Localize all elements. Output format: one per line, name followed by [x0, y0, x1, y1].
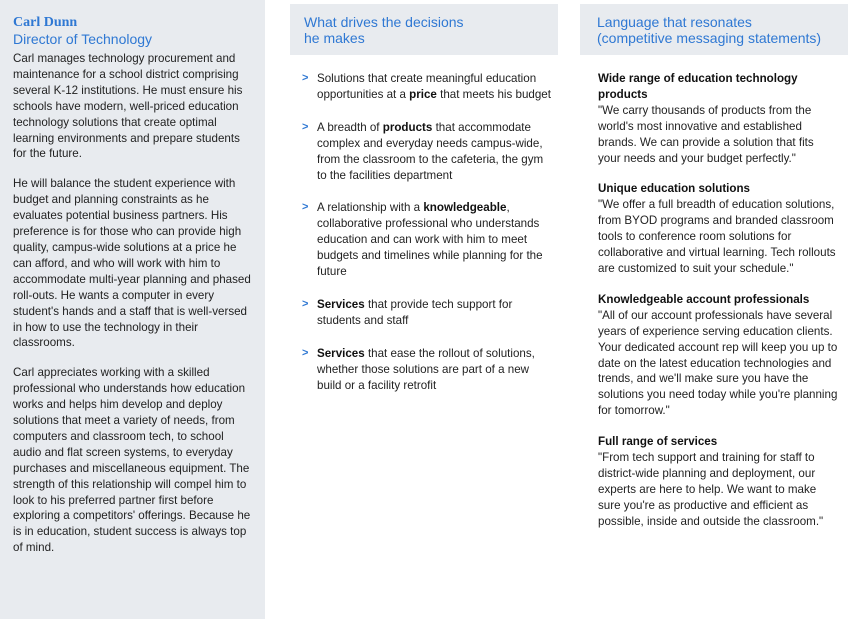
- driver-item: [302, 71, 552, 103]
- driver-text: that accommodate complex and everyday needs campus-wide, from the classroom to the cafeteria, the gym to the facilities department: [317, 120, 544, 182]
- chevron-right-icon: >: [302, 120, 309, 133]
- statement-title: Unique education solutions: [598, 182, 751, 196]
- statement-body: "We carry thousands of products from the world's most innovative and established brands. We can provide a solution that fits your needs and your budget perfectly.": [598, 103, 814, 165]
- statement-title: Full range of services: [598, 435, 718, 449]
- driver-text: A relationship with a: [317, 201, 424, 215]
- messaging-statement: [598, 292, 838, 419]
- driver-text: Solutions that create meaningful education opportunities at a: [317, 72, 537, 101]
- profile-paragraph: Carl appreciates working with a skilled professional who understands how education works and helps him develop and deploy solutions that meet a variety of needs, from computers and classroom tech, to school audio and flat screen systems, to everyday purchases and miscellaneous equipment. The strength of this relationship will compel him to look to his preferred partner first before exploring a competitors' offerings. Because he is in education, student success is always top of mind.: [13, 366, 251, 555]
- driver-keyword: price: [409, 87, 437, 101]
- statement-title: Knowledgeable account professionals: [598, 292, 810, 306]
- driver-item: [302, 297, 552, 329]
- driver-item: [302, 346, 552, 394]
- profile-panel: [0, 0, 265, 619]
- chevron-right-icon: >: [302, 346, 309, 359]
- driver-text: that meets his budget: [436, 87, 551, 101]
- driver-item: [302, 120, 552, 184]
- driver-text: that ease the rollout of solutions, whether those solutions are part of a new build or a facility retrofit: [317, 346, 535, 392]
- profile-paragraph: He will balance the student experience with budget and planning constraints as he evaluates potential business partners. His preference is for those who can provide high quality, campus-wide solutions at a price he can afford, and who will work with him to accommodate multi-year planning and phased roll-outs. He wants a computer in every student's hands and a staff that is well-versed in how to use the technology in their classrooms.: [13, 177, 251, 350]
- statement-body: "We offer a full breadth of education solutions, from BYOD programs and branded classroom tools to conference room solutions for collaborative and virtual learning. Tech rollouts are customized to suit your schedule.": [598, 198, 836, 275]
- drivers-heading: [290, 4, 558, 55]
- chevron-right-icon: >: [302, 201, 309, 214]
- drivers-list: [302, 71, 552, 411]
- drivers-heading-line2: he makes: [304, 30, 365, 46]
- profile-role: Director of Technology: [13, 31, 153, 47]
- messaging-statement: [598, 181, 838, 276]
- drivers-heading-line1: What drives the decisions: [304, 14, 464, 30]
- driver-text: A breadth of: [317, 120, 383, 134]
- chevron-right-icon: >: [302, 297, 309, 310]
- messaging-heading: [580, 4, 848, 55]
- messaging-heading-line2: (competitive messaging statements): [597, 30, 822, 46]
- driver-text: that provide tech support for students and staff: [317, 297, 513, 327]
- messaging-list: [598, 71, 838, 545]
- messaging-heading-line1: Language that resonates: [597, 14, 752, 30]
- messaging-statement: [598, 434, 838, 529]
- statement-title: Wide range of education technology products: [598, 72, 798, 101]
- statement-body: "From tech support and training for staff to district-wide planning and deployment, our experts are here to help. We want to make sure you're as productive and efficient as possible, inside and outside the classroom.": [598, 451, 824, 528]
- driver-text: , collaborative professional who understands education and can work with him to meet budgets and timelines while planning for the future: [317, 201, 543, 279]
- driver-keyword: products: [382, 120, 433, 134]
- driver-keyword: Services: [317, 297, 365, 311]
- profile-paragraph: Carl manages technology procurement and maintenance for a school district comprising several K-12 institutions. He must ensure his schools have modern, well-priced education technology solutions that create optimal learning environments and prepare students for the future.: [13, 52, 243, 161]
- driver-keyword: knowledgeable: [423, 201, 507, 215]
- driver-item: [302, 200, 552, 280]
- messaging-statement: [598, 71, 838, 166]
- driver-keyword: Services: [317, 346, 365, 360]
- chevron-right-icon: >: [302, 72, 309, 84]
- profile-name: Carl Dunn: [13, 15, 78, 30]
- statement-body: "All of our account professionals have several years of experience serving education clients. Your dedicated account rep will keep you up to date on the latest education technologies and trends, and we'll make sure you have the solutions you need today while you're planning for tomorrow.": [598, 308, 838, 418]
